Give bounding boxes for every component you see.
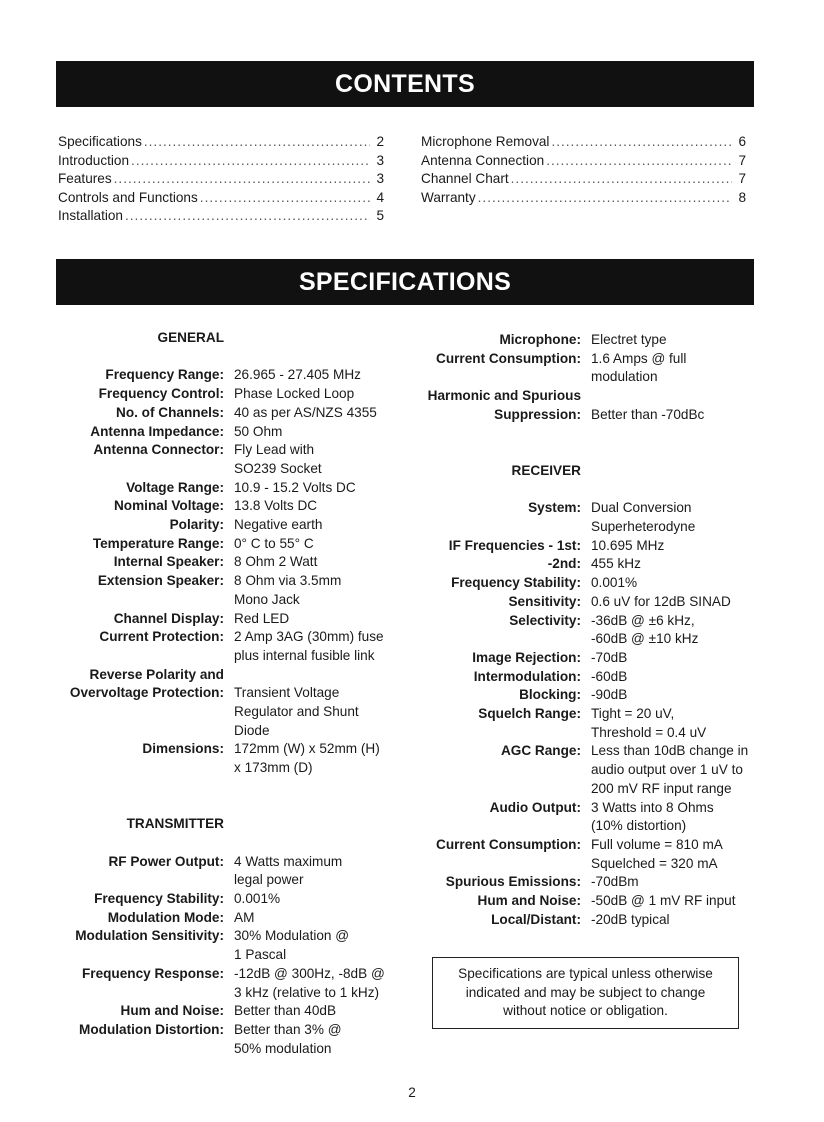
spec-row: System: Dual Conversion bbox=[528, 500, 692, 516]
spec-row: Modulation Sensitivity: 30% Modulation @ bbox=[75, 928, 350, 944]
spec-row: Harmonic and Spurious bbox=[427, 388, 581, 404]
spec-row: Extension Speaker: 8 Ohm via 3.5mm bbox=[97, 573, 342, 589]
transmitter-heading: TRANSMITTER bbox=[126, 816, 224, 832]
spec-row: Frequency Control: Phase Locked Loop bbox=[98, 386, 355, 402]
note-line: indicated and may be subject to change bbox=[465, 984, 706, 1000]
specifications-note bbox=[432, 957, 739, 1029]
spec-row: Frequency Stability: 0.001% bbox=[451, 575, 638, 591]
right-top-list bbox=[392, 331, 748, 425]
spec-row: Squelched = 320 mA bbox=[591, 855, 718, 871]
spec-row: No. of Channels: 40 as per AS/NZS 4355 bbox=[116, 404, 377, 420]
general-heading: GENERAL bbox=[157, 330, 224, 345]
spec-left-column bbox=[50, 329, 385, 1058]
toc-entry: Channel Chart ..... 7 bbox=[421, 170, 746, 189]
toc-entry: Antenna Connection ..... 7 bbox=[421, 152, 746, 171]
transmitter-heading-row bbox=[50, 815, 385, 834]
specifications-title: SPECIFICATIONS bbox=[298, 268, 512, 296]
spec-row: Hum and Noise: -50dB @ 1 mV RF input bbox=[477, 893, 736, 909]
spec-row: Image Rejection: -70dB bbox=[472, 649, 628, 665]
receiver-heading: RECEIVER bbox=[511, 462, 581, 478]
spec-row: Polarity: Negative earth bbox=[169, 517, 323, 533]
spec-row: Voltage Range: 10.9 - 15.2 Volts DC bbox=[126, 479, 356, 495]
note-line: without notice or obligation. bbox=[503, 1003, 668, 1019]
spec-row: Local/Distant: -20dB typical bbox=[491, 911, 670, 927]
spec-row: x 173mm (D) bbox=[234, 760, 313, 776]
specifications-banner bbox=[56, 259, 754, 305]
spec-row: Microphone: Electret type bbox=[499, 332, 667, 347]
spec-row: Modulation Mode: AM bbox=[107, 909, 255, 925]
contents-title: CONTENTS bbox=[335, 70, 475, 98]
spec-row: Internal Speaker: 8 Ohm 2 Watt bbox=[113, 554, 318, 570]
spec-row: Dimensions: 172mm (W) x 52mm (H) bbox=[142, 741, 380, 757]
spec-row: Frequency Response: -12dB @ 300Hz, -8dB @ bbox=[81, 965, 385, 981]
spec-row: Current Consumption: Full volume = 810 mA bbox=[436, 836, 723, 852]
spec-row: Spurious Emissions: -70dBm bbox=[445, 874, 639, 890]
spec-row: Overvoltage Protection: Transient Voltage bbox=[69, 685, 340, 701]
spec-row: Current Protection: 2 Amp 3AG (30mm) fuse bbox=[99, 629, 384, 645]
spec-row: 1 Pascal bbox=[234, 947, 287, 963]
spec-row: legal power bbox=[234, 872, 304, 888]
spec-row: SO239 Socket bbox=[234, 460, 322, 476]
spec-row: Threshold = 0.4 uV bbox=[591, 724, 707, 740]
contents-banner bbox=[56, 61, 754, 107]
spec-row: Current Consumption: 1.6 Amps @ full bbox=[436, 350, 687, 366]
toc-entry: Warranty ..... 8 bbox=[421, 189, 746, 208]
toc-entry: Controls and Functions ..... 4 bbox=[58, 189, 384, 208]
note-line: Specifications are typical unless otherwise bbox=[458, 966, 713, 981]
spec-row: audio output over 1 uV to bbox=[591, 762, 743, 778]
page-number: 2 bbox=[408, 1085, 416, 1100]
spec-row: Superheterodyne bbox=[591, 518, 696, 534]
receiver-heading-row bbox=[392, 462, 748, 481]
spec-row: plus internal fusible link bbox=[234, 647, 375, 663]
spec-row: Sensitivity: 0.6 uV for 12dB SINAD bbox=[508, 593, 731, 609]
transmitter-list bbox=[50, 853, 385, 1059]
spec-row: Mono Jack bbox=[234, 591, 300, 607]
spec-row: Modulation Distortion: Better than 3% @ bbox=[79, 1021, 342, 1037]
toc-entry: Installation ..... 5 bbox=[58, 207, 384, 226]
toc-right bbox=[421, 133, 746, 207]
spec-row: Reverse Polarity and bbox=[89, 666, 224, 682]
spec-row: Hum and Noise: Better than 40dB bbox=[120, 1003, 337, 1019]
spec-row: RF Power Output: 4 Watts maximum bbox=[108, 853, 343, 869]
toc-entry: Features ..... 3 bbox=[58, 170, 384, 189]
spec-row: (10% distortion) bbox=[591, 818, 687, 834]
spec-row: modulation bbox=[591, 369, 658, 385]
spec-row: Nominal Voltage: 13.8 Volts DC bbox=[113, 498, 318, 514]
toc-entry: Specifications ..... 2 bbox=[58, 133, 384, 152]
spec-row: Regulator and Shunt bbox=[234, 704, 359, 720]
spec-row: 3 kHz (relative to 1 kHz) bbox=[234, 984, 380, 1000]
spec-row: Audio Output: 3 Watts into 8 Ohms bbox=[489, 799, 714, 815]
spec-row: Frequency Range: 26.965 - 27.405 MHz bbox=[105, 367, 361, 383]
spec-row: IF Frequencies - 1st: 10.695 MHz bbox=[448, 537, 665, 553]
spec-row: Blocking: -90dB bbox=[519, 687, 628, 703]
spec-row: 200 mV RF input range bbox=[591, 780, 732, 796]
general-list bbox=[50, 366, 385, 777]
spec-row: AGC Range: Less than 10dB change in bbox=[500, 743, 749, 759]
spec-row: Diode bbox=[234, 722, 270, 738]
spec-row: Antenna Impedance: 50 Ohm bbox=[90, 423, 283, 439]
spec-row: Channel Display: Red LED bbox=[113, 610, 290, 626]
receiver-list bbox=[392, 499, 748, 929]
spec-row: Frequency Stability: 0.001% bbox=[94, 891, 281, 907]
spec-right-column bbox=[392, 331, 748, 929]
toc-left bbox=[58, 133, 384, 226]
spec-row: Selectivity: -36dB @ ±6 kHz, bbox=[509, 612, 695, 628]
spec-row: Antenna Connector: Fly Lead with bbox=[93, 442, 315, 458]
spec-row: Intermodulation: -60dB bbox=[473, 668, 628, 684]
toc-entry: Microphone Removal ..... 6 bbox=[421, 133, 746, 152]
spec-row: -2nd: 455 kHz bbox=[547, 556, 641, 572]
toc-entry: Introduction ..... 3 bbox=[58, 152, 384, 171]
spec-row: 50% modulation bbox=[234, 1040, 332, 1056]
general-heading-row bbox=[50, 329, 385, 348]
spec-row: Temperature Range: 0° C to 55° C bbox=[92, 535, 314, 551]
spec-row: -60dB @ ±10 kHz bbox=[591, 631, 699, 647]
spec-row: Suppression: Better than -70dBc bbox=[494, 406, 705, 422]
spec-row: Squelch Range: Tight = 20 uV, bbox=[478, 706, 675, 722]
